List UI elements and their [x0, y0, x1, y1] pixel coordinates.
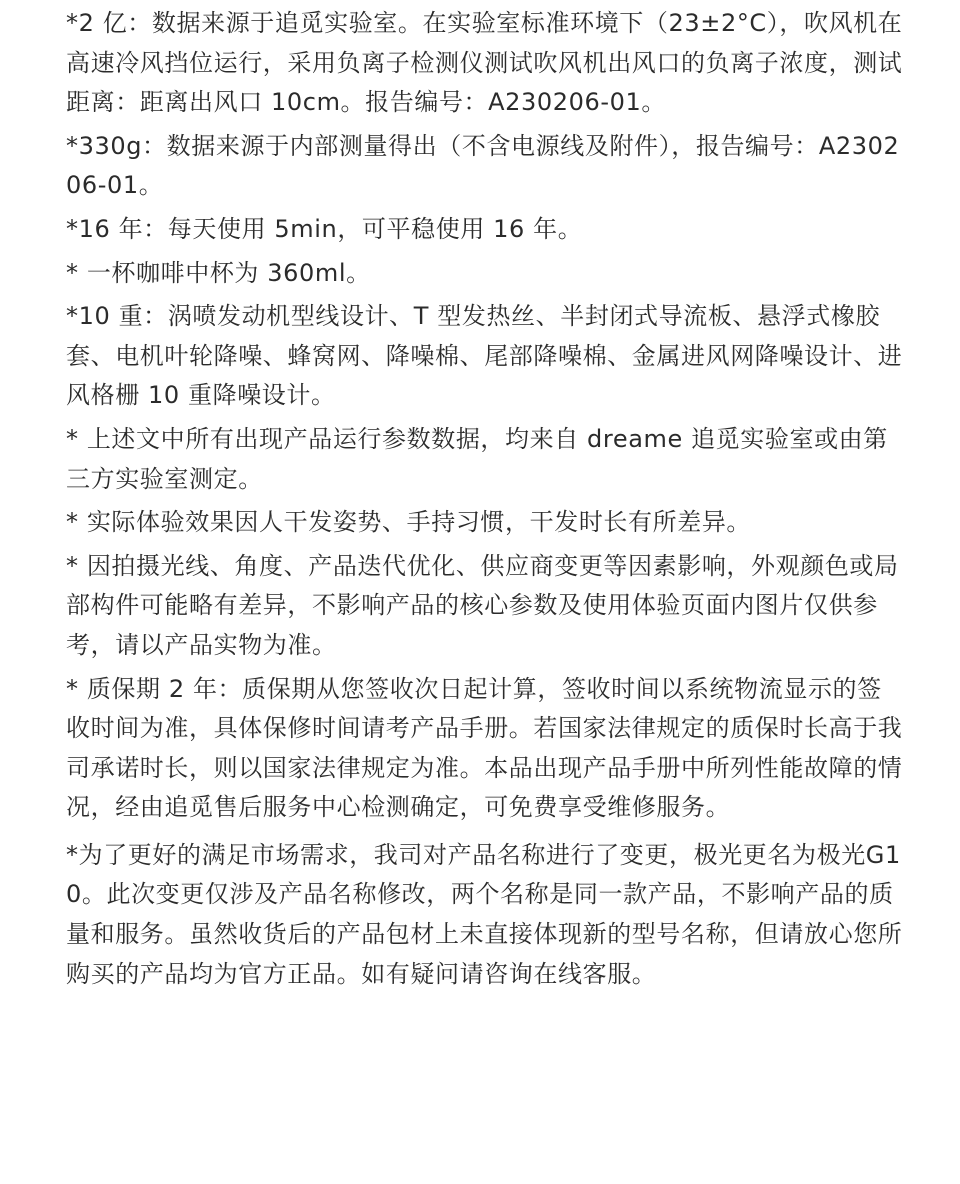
- footnotes-list: [66, 4, 906, 998]
- footnote-weight: *330g：数据来源于内部测量得出（不含电源线及附件），报告编号：A230206-01。: [66, 131, 900, 200]
- footnote-name-change: *为了更好的满足市场需求，我司对产品名称进行了变更，极光更名为极光G10。此次变更仅涉及产品名称修改，两个名称是同一款产品，不影响产品的质量和服务。虽然收货后的产品包材上未直接体现新的型号名称，但请放心您所购买的产品均为官方正品。如有疑问请咨询在线客服。: [66, 840, 903, 988]
- footnote-appearance: * 因拍摄光线、角度、产品迭代优化、供应商变更等因素影响，外观颜色或局部构件可能略有差异，不影响产品的核心参数及使用体验页面内图片仅供参考，请以产品实物为准。: [66, 551, 899, 659]
- footnote-lifespan: *16 年：每天使用 5min，可平稳使用 16 年。: [66, 214, 583, 243]
- footnote-ion-count: *2 亿：数据来源于追觅实验室。在实验室标准环境下（23±2°C），吹风机在高速冷风挡位运行，采用负离子检测仪测试吹风机出风口的负离子浓度，测试距离：距离出风口 10cm。报告编号：A230206-01。: [66, 9, 903, 117]
- footnote-experience: * 实际体验效果因人干发姿势、手持习惯，干发时长有所差异。: [66, 508, 752, 537]
- footnote-coffee-cup: * 一杯咖啡中杯为 360ml。: [66, 258, 371, 287]
- footnote-noise-reduction: *10 重：涡喷发动机型线设计、T 型发热丝、半封闭式导流板、悬浮式橡胶套、电机叶轮降噪、蜂窝网、降噪棉、尾部降噪棉、金属进风网降噪设计、进风格栅 10 重降噪设计。: [66, 302, 903, 410]
- footnote-lab-data: * 上述文中所有出现产品运行参数数据，均来自 dreame 追觅实验室或由第三方实验室测定。: [66, 424, 888, 493]
- footnote-warranty: * 质保期 2 年：质保期从您签收次日起计算，签收时间以系统物流显示的签收时间为准，具体保修时间请考产品手册。若国家法律规定的质保时长高于我司承诺时长，则以国家法律规定为准。本品出现产品手册中所列性能故障的情况，经由追觅售后服务中心检测确定，可免费享受维修服务。: [66, 674, 903, 822]
